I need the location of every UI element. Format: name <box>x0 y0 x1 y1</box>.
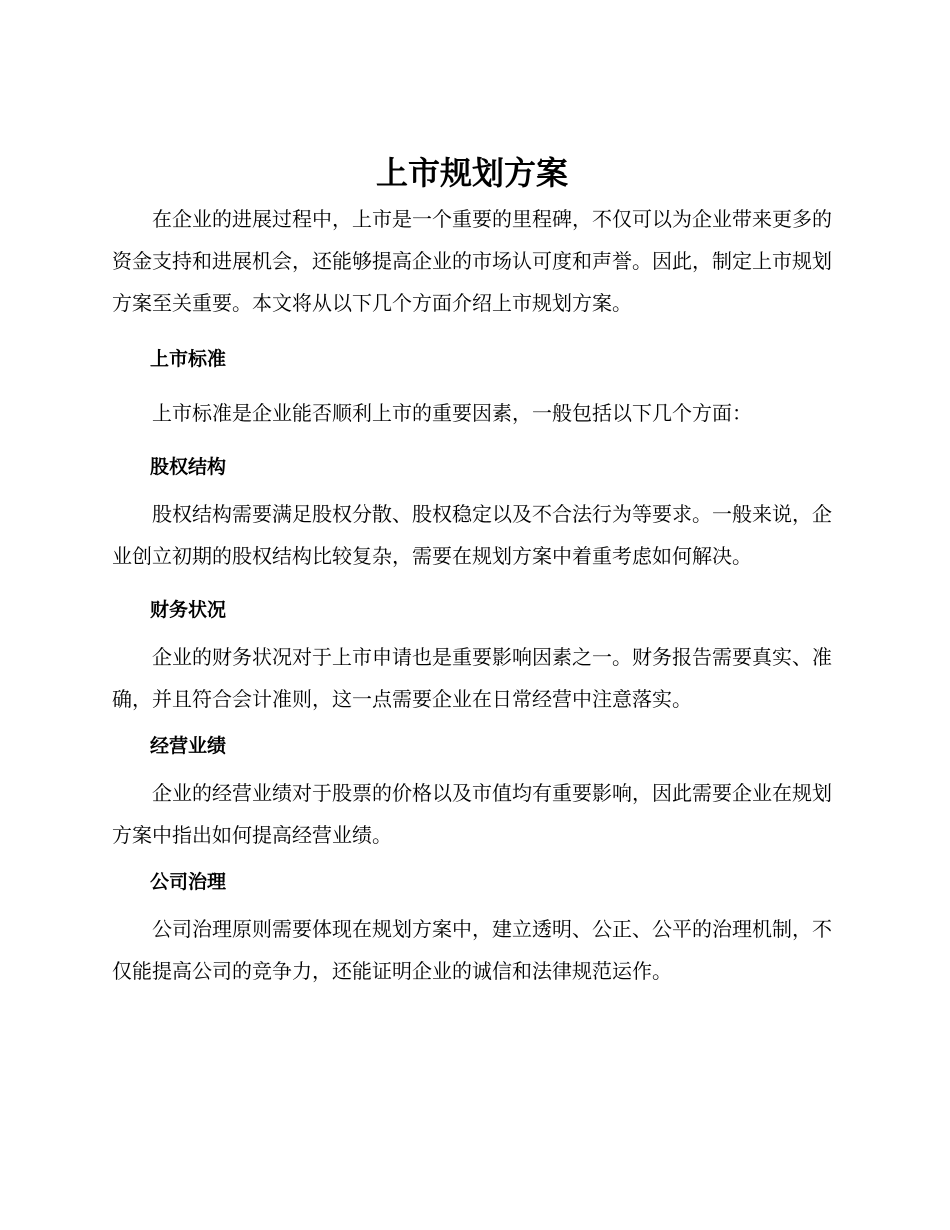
section-heading-corporate-governance: 公司治理 <box>150 871 227 893</box>
section-body-equity-structure: 股权结构需要满足股权分散、股权稳定以及不合法行为等要求。一般来说，企业创立初期的股权结构比较复杂，需要在规划方案中着重考虑如何解决。 <box>112 502 832 568</box>
document-page <box>112 148 832 992</box>
intro-paragraph: 在企业的进展过程中，上市是一个重要的里程碑，不仅可以为企业带来更多的资金支持和进展机会，还能够提高企业的市场认可度和声誉。因此，制定上市规划方案至关重要。本文将从以下几个方面介绍上市规划方案。 <box>112 207 832 315</box>
section-heading-financial-status: 财务状况 <box>150 599 227 621</box>
section-body-operating-performance: 企业的经营业绩对于股票的价格以及市值均有重要影响，因此需要企业在规划方案中指出如何提高经营业绩。 <box>112 781 832 847</box>
section-heading-equity-structure: 股权结构 <box>150 456 227 478</box>
section-body-corporate-governance: 公司治理原则需要体现在规划方案中，建立透明、公正、公平的治理机制，不仅能提高公司的竞争力，还能证明企业的诚信和法律规范运作。 <box>112 917 832 983</box>
section-body-listing-standards: 上市标准是企业能否顺利上市的重要因素，一般包括以下几个方面： <box>152 401 752 425</box>
section-heading-listing-standards: 上市标准 <box>150 348 227 370</box>
document-title: 上市规划方案 <box>375 154 568 192</box>
section-body-financial-status: 企业的财务状况对于上市申请也是重要影响因素之一。财务报告需要真实、准确，并且符合会计准则，这一点需要企业在日常经营中注意落实。 <box>112 645 832 711</box>
section-heading-operating-performance: 经营业绩 <box>150 735 227 757</box>
